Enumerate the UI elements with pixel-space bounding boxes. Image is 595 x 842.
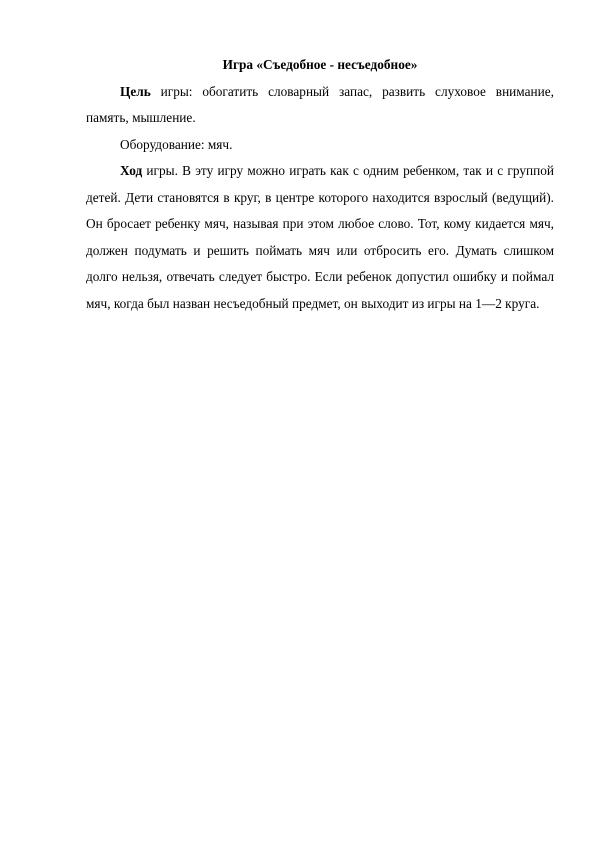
equipment-text: Оборудование: мяч. xyxy=(120,136,233,152)
document-title: Игра «Съедобное - несъедобное» xyxy=(222,57,418,72)
procedure-text: игры. В эту игру можно играть как с одним ребенком, так и с группой детей. Дети становятся в круг, в центре которого находится взрослый (ведущий). Он бросает ребенку мяч, называя при этом любое слово. Тот, кому кидается мяч, должен подумать и решить поймать мяч или отбросить его. Думать слишком долго нельзя, отвечать следует быстро. Если ребенок допустил ошибку и поймал мяч, когда был назван несъедобный предмет, он выходит из игры на 1—2 круга. xyxy=(86,163,554,311)
goal-paragraph xyxy=(86,79,554,132)
document-body xyxy=(86,52,554,317)
equipment-paragraph xyxy=(86,132,554,159)
goal-text: игры: обогатить словарный запас, развить слуховое внимание, память, мышление. xyxy=(86,83,554,125)
procedure-label: Ход xyxy=(120,163,143,178)
goal-label: Цель xyxy=(120,83,151,99)
procedure-paragraph xyxy=(86,158,554,317)
